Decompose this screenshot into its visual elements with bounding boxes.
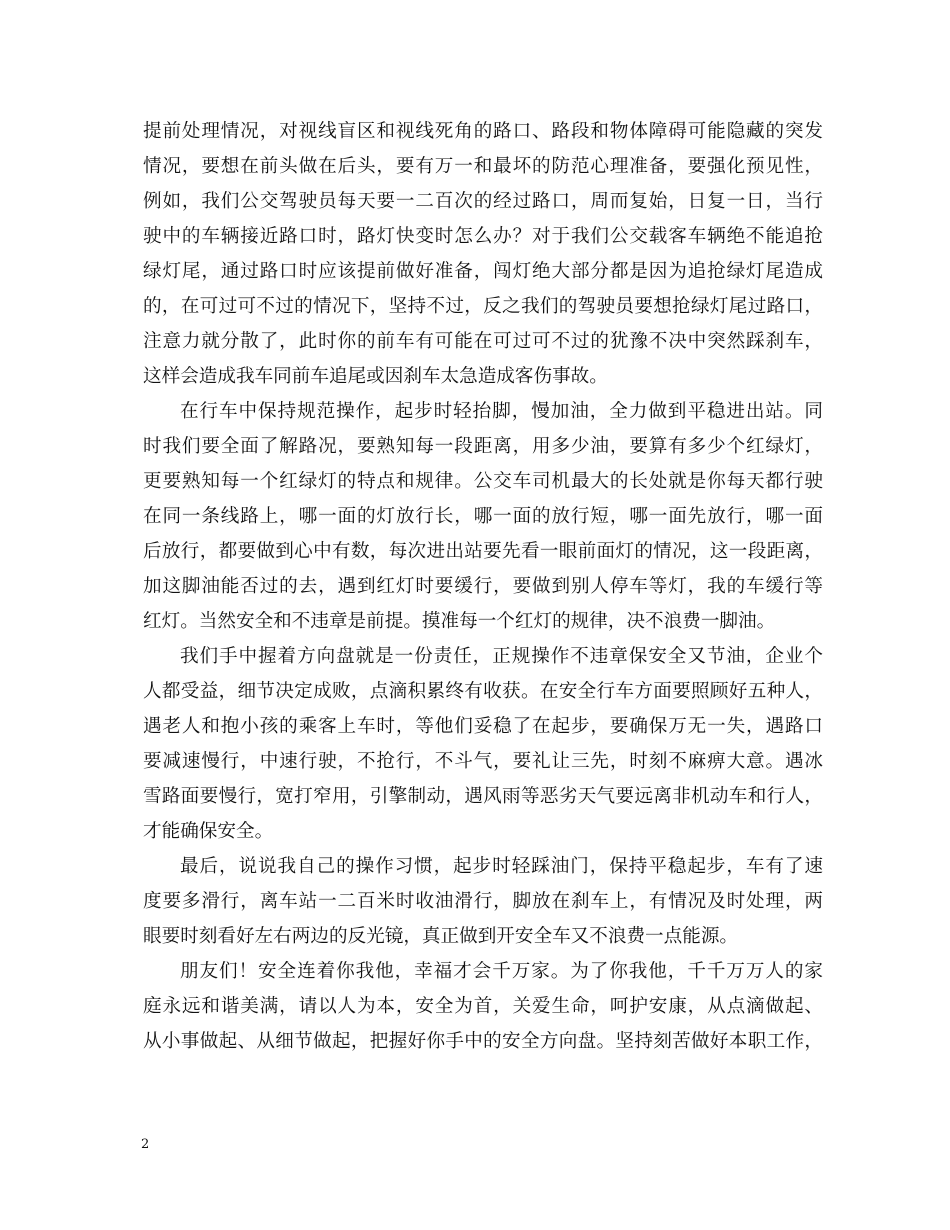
paragraph-first-line: 最后，说说我自己的操作习惯，起步时轻踩油门，保持平稳起步，车有了速 — [180, 856, 823, 877]
text-line: 提前处理情况，对视线盲区和视线死角的路口、路段和物体障碍可能隐藏的突发 — [143, 121, 823, 142]
paragraph-first-line: 朋友们！安全连着你我他，幸福才会千万家。为了你我他，千千万万人的家 — [180, 961, 823, 982]
text-line: 这样会造成我车同前车追尾或因刹车太急造成客伤事故。 — [143, 366, 608, 387]
text-line: 注意力就分散了，此时你的前车有可能在可过可不过的犹豫不决中突然踩刹车， — [143, 331, 823, 352]
text-line: 眼要时刻看好左右两边的反光镜，真正做到开安全车又不浪费一点能源。 — [143, 926, 739, 947]
text-line: 雪路面要慢行，宽打窄用，引擎制动，遇风雨等恶劣天气要远离非机动车和行人， — [143, 786, 823, 807]
text-line: 时我们要全面了解路况，要熟知每一段距离，用多少油，要算有多少个红绿灯， — [143, 436, 823, 457]
text-line: 驶中的车辆接近路口时，路灯快变时怎么办？对于我们公交载客车辆绝不能追抢 — [143, 226, 823, 247]
text-line: 庭永远和谐美满，请以人为本，安全为首，关爱生命，呵护安康，从点滴做起、 — [143, 996, 823, 1017]
text-line: 绿灯尾，通过路口时应该提前做好准备，闯灯绝大部分都是因为追抢绿灯尾造成 — [143, 261, 823, 282]
text-line: 才能确保安全。 — [143, 821, 274, 842]
text-line: 从小事做起、从细节做起，把握好你手中的安全方向盘。坚持刻苦做好本职工作， — [143, 1031, 823, 1052]
text-line: 要减速慢行，中速行驶，不抢行，不斗气，要礼让三先，时刻不麻痹大意。遇冰 — [143, 751, 823, 772]
text-line: 遇老人和抱小孩的乘客上车时，等他们妥稳了在起步，要确保万无一失，遇路口 — [143, 716, 823, 737]
text-line: 人都受益，细节决定成败，点滴积累终有收获。在安全行车方面要照顾好五种人， — [143, 681, 823, 702]
paragraph-first-line: 在行车中保持规范操作，起步时轻抬脚，慢加油，全力做到平稳进出站。同 — [180, 401, 823, 422]
text-line: 在同一条线路上，哪一面的灯放行长，哪一面的放行短，哪一面先放行，哪一面 — [143, 506, 823, 527]
text-line: 加这脚油能否过的去，遇到红灯时要缓行，要做到别人停车等灯，我的车缓行等 — [143, 576, 823, 597]
document-body — [143, 114, 823, 1059]
text-line: 例如，我们公交驾驶员每天要一二百次的经过路口，周而复始，日复一日，当行 — [143, 191, 823, 212]
paragraph-first-line: 我们手中握着方向盘就是一份责任，正规操作不违章保安全又节油，企业个 — [180, 646, 823, 667]
text-line: 度要多滑行，离车站一二百米时收油滑行，脚放在刹车上，有情况及时处理，两 — [143, 891, 823, 912]
text-line: 的，在可过可不过的情况下，坚持不过，反之我们的驾驶员要想抢绿灯尾过路口， — [143, 296, 823, 317]
text-line: 更要熟知每一个红绿灯的特点和规律。公交车司机最大的长处就是你每天都行驶 — [143, 471, 823, 492]
page-number: 2 — [141, 1137, 150, 1152]
text-line: 红灯。当然安全和不违章是前提。摸准每一个红灯的规律，决不浪费一脚油。 — [143, 611, 776, 632]
text-line: 后放行，都要做到心中有数，每次进出站要先看一眼前面灯的情况，这一段距离， — [143, 541, 823, 562]
text-line: 情况，要想在前头做在后头，要有万一和最坏的防范心理准备，要强化预见性， — [143, 156, 823, 177]
